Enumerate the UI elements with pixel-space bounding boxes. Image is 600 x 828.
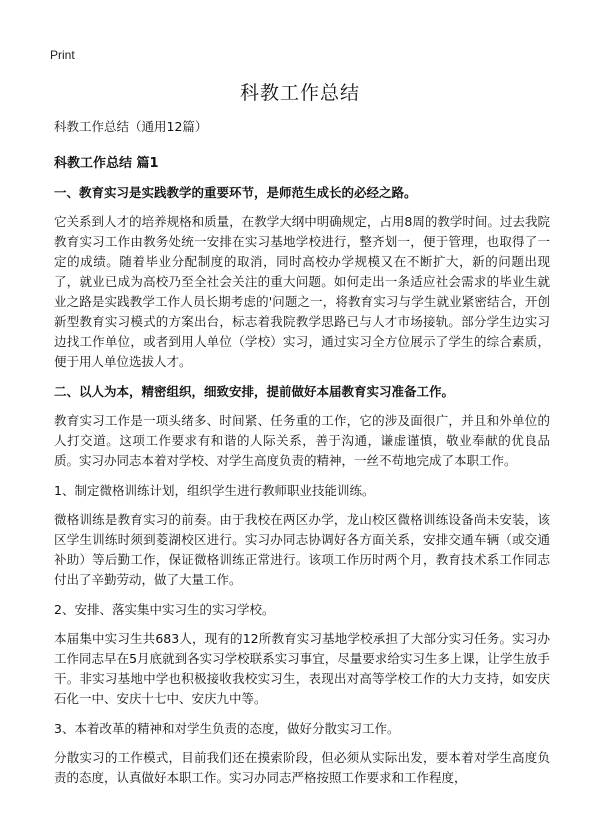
document-title: 科教工作总结 [239,82,360,104]
heading-practice-importance: 一、教育实习是实践教学的重要环节，是师范生成长的必经之路。 [54,185,417,200]
item-dispersed-internship: 3、本着改革的精神和对学生负责的态度，做好分散实习工作。 [54,721,400,736]
paragraph-concentrated-internship: 本届集中实习生共683人，现有的12所教育实习基地学校承担了大部分实习任务。实习办工作同志早在5月底就到各实习学校联系实习事宜，尽量要求给实习生多上课，让学生放手干。非实习基地中学也积极接收我校实习生，表现出对高等学校工作的大力支持，如安庆石化一中、安庆十七中、安庆九中等。 [54,631,550,706]
print-link[interactable]: Print [50,48,75,62]
paragraph-practice-background: 它关系到人才的培养规格和质量，在教学大纲中明确规定，占用8周的教学时间。过去我院教育实习工作由教务处统一安排在实习基地学校进行，整齐划一，便于管理，也取得了一定的成绩。随着毕业分配制度的取消，同时高校办学规模又在不断扩大，新的问题出现了，就业已成为高校乃至全社会关注的重大问题。如何走出一条适应社会需求的毕业生就业之路是实践教学工作人员长期考虑的'问题之一，将教育实习与学生就业紧密结合，开创新型教育实习模式的方案出台，标志着我院教学思路已与人才市场接轨。部分学生边实习边找工作单位，或者到用人单位（学校）实习，通过实习全方位展示了学生的综合素质，便于用人单位选拔人才。 [54,214,550,369]
paragraph-microteaching: 微格训练是教育实习的前奏。由于我校在两区办学，龙山校区微格训练设备尚未安装，该区学生训练时须到菱湖校区进行。实习办同志协调好各方面关系，安排交通车辆（或交通补助）等后勤工作，保证微格训练正常进行。该项工作历时两个月，教育技术系工作同志付出了辛勤劳动，做了大量工作。 [54,512,550,587]
paragraph-dispersed-internship: 分散实习的工作模式，目前我们还在摸索阶段，但必须从实际出发，要本着对学生高度负责的态度，认真做好本职工作。实习办同志严格按照工作要求和工作程度， [54,750,550,785]
section-heading: 科教工作总结 篇1 [54,156,159,171]
paragraph-preparation-overview: 教育实习工作是一项头绪多、时间紧、任务重的工作，它的涉及面很广，并且和外单位的人打交道。这项工作要求有和谐的人际关系，善于沟通，谦虚谨慎，敬业奉献的优良品质。实习办同志本着对学校、对学生高度负责的精神，一丝不苟地完成了本职工作。 [54,413,550,468]
document-subtitle: 科教工作总结（通用12篇） [54,119,208,134]
item-concentrated-internship: 2、安排、落实集中实习生的实习学校。 [54,602,275,617]
document-body [54,117,550,798]
item-microteaching-plan: 1、制定微格训练计划，组织学生进行教师职业技能训练。 [54,483,375,498]
heading-preparation-work: 二、以人为本，精密组织，细致安排，提前做好本届教育实习准备工作。 [54,384,455,399]
